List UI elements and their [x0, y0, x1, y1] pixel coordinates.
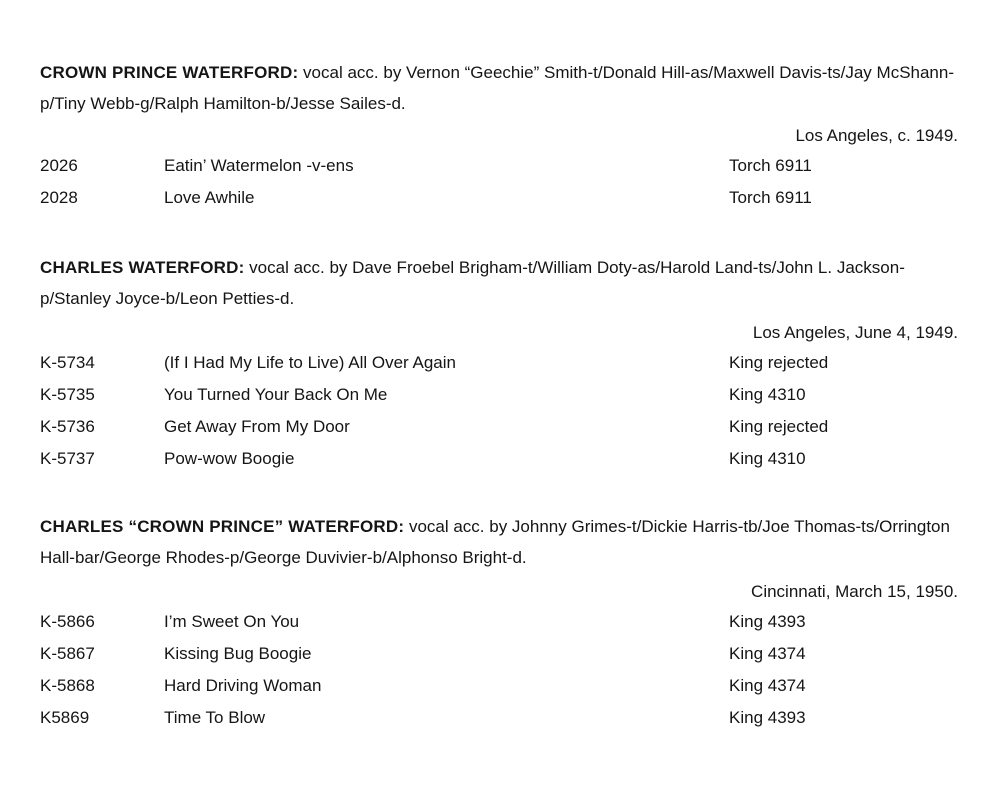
personnel-text: vocal acc. by Dave Froebel Brigham-t/William Doty-as/Harold Land-ts/John L. Jackson-p/Stanley Joyce-b/Leon Petties-d. — [40, 258, 905, 308]
matrix-number: 2028 — [40, 188, 78, 207]
issue-number: King 4374 — [729, 676, 806, 695]
matrix-number: K-5867 — [40, 644, 95, 663]
issue-number: King rejected — [729, 417, 829, 436]
personnel-text: vocal acc. by Johnny Grimes-t/Dickie Harris-tb/Joe Thomas-ts/Orrington Hall-bar/George Rhodes-p/George Duvivier-b/Alphonso Bright-d. — [40, 517, 950, 567]
track-row — [40, 443, 960, 475]
matrix-number: K-5734 — [40, 353, 95, 372]
track-title: You Turned Your Back On Me — [164, 385, 388, 404]
track-row — [40, 411, 960, 443]
track-title: (If I Had My Life to Live) All Over Again — [164, 353, 456, 372]
track-row — [40, 606, 960, 638]
artist-name: CHARLES “CROWN PRINCE” WATERFORD: — [40, 517, 405, 536]
issue-number: King rejected — [729, 353, 829, 372]
session-header — [40, 57, 960, 119]
track-row — [40, 702, 960, 734]
track-title: Kissing Bug Boogie — [164, 644, 312, 663]
matrix-number: K-5737 — [40, 449, 95, 468]
place-date: Los Angeles, June 4, 1949. — [752, 323, 958, 342]
track-row — [40, 182, 960, 214]
track-row — [40, 638, 960, 670]
issue-number: Torch 6911 — [729, 156, 812, 175]
session-1 — [40, 57, 960, 214]
track-title: Hard Driving Woman — [164, 676, 322, 695]
matrix-number: K-5735 — [40, 385, 95, 404]
issue-number: King 4393 — [729, 708, 806, 727]
issue-number: King 4374 — [729, 644, 806, 663]
track-title: Time To Blow — [164, 708, 266, 727]
issue-number: King 4393 — [729, 612, 806, 631]
issue-number: Torch 6911 — [729, 188, 812, 207]
session-header — [40, 252, 960, 314]
track-title: Eatin’ Watermelon -v-ens — [164, 156, 354, 175]
track-row — [40, 150, 960, 182]
track-row — [40, 347, 960, 379]
place-date: Los Angeles, c. 1949. — [795, 126, 958, 145]
track-row — [40, 670, 960, 702]
session-2 — [40, 252, 960, 475]
matrix-number: K-5868 — [40, 676, 95, 695]
personnel-text: vocal acc. by Vernon “Geechie” Smith-t/Donald Hill-as/Maxwell Davis-ts/Jay McShann-p/Tiny Webb-g/Ralph Hamilton-b/Jesse Sailes-d. — [40, 63, 955, 113]
track-title: Get Away From My Door — [164, 417, 350, 436]
track-title: I’m Sweet On You — [164, 612, 300, 631]
matrix-number: K-5866 — [40, 612, 95, 631]
matrix-number: K5869 — [40, 708, 90, 727]
track-title: Love Awhile — [164, 188, 255, 207]
artist-name: CROWN PRINCE WATERFORD: — [40, 63, 299, 82]
issue-number: King 4310 — [729, 449, 806, 468]
track-title: Pow-wow Boogie — [164, 449, 295, 468]
session-header — [40, 511, 960, 573]
matrix-number: K-5736 — [40, 417, 95, 436]
session-3 — [40, 511, 960, 734]
place-date: Cincinnati, March 15, 1950. — [751, 582, 958, 601]
issue-number: King 4310 — [729, 385, 806, 404]
matrix-number: 2026 — [40, 156, 78, 175]
track-row — [40, 379, 960, 411]
artist-name: CHARLES WATERFORD: — [40, 258, 245, 277]
